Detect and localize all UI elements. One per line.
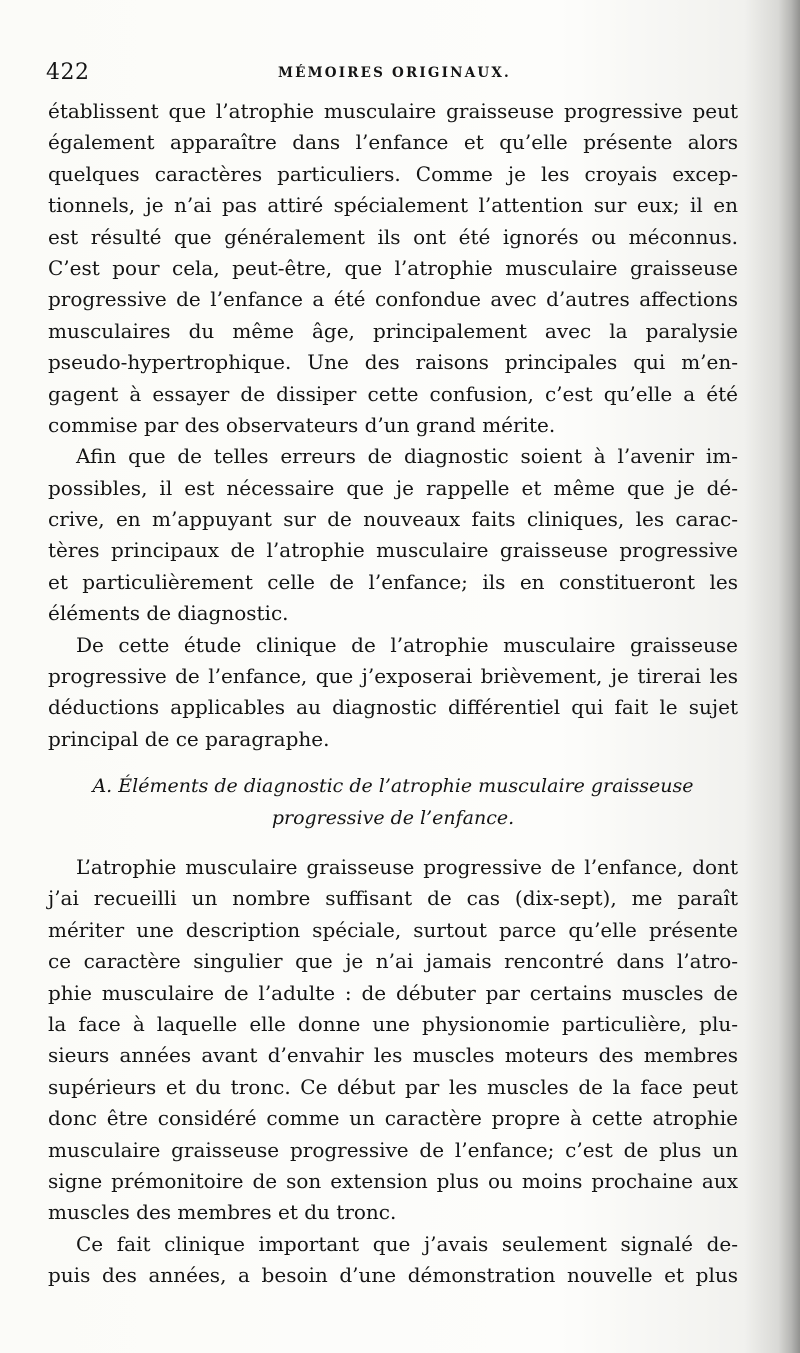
text-line: donc être considéré comme un caractère propre à cette atrophie <box>48 1106 738 1131</box>
text-line: j’ai recueilli un nombre suffisant de cas (dix-sept), me paraît <box>48 886 738 911</box>
text-line: L’atrophie musculaire graisseuse progressive de l’enfance, dont <box>76 855 738 879</box>
text-line: signe prémonitoire de son extension plus ou moins prochaine aux <box>48 1168 738 1193</box>
text-line: muscles des membres et du tronc. <box>48 1200 397 1225</box>
text-line: Ce fait clinique important que j’avais seulement signalé de- <box>76 1231 738 1256</box>
text-line: sieurs années avant d’envahir les muscles moteurs des membres <box>48 1043 738 1068</box>
body-text-top <box>48 96 738 755</box>
text-line: progressive de l’enfance, que j’exposerai brièvement, je tirerai les <box>48 664 738 689</box>
text-line: la face à laquelle elle donne une physionomie particulière, plu- <box>48 1011 738 1036</box>
text-line: ce caractère singulier que je n’ai jamais rencontré dans l’atro- <box>48 949 738 974</box>
text-line: progressive de l’enfance a été confondue avec d’autres affections <box>48 287 738 312</box>
paragraph <box>48 96 738 441</box>
body-text-bottom <box>48 852 738 1291</box>
text-line: C’est pour cela, peut-être, que l’atrophie musculaire graisseuse <box>48 255 738 280</box>
text-line: déductions applicables au diagnostic différentiel qui fait le sujet <box>48 695 738 720</box>
paragraph <box>48 441 738 629</box>
running-title: MÉMOIRES ORIGINAUX. <box>278 65 511 81</box>
paragraph <box>48 852 738 1229</box>
text-line: tères principaux de l’atrophie musculaire graisseuse progressive <box>48 538 738 563</box>
text-line: possibles, il est nécessaire que je rappelle et même que je dé- <box>48 475 738 500</box>
paragraph <box>48 1229 738 1292</box>
text-line: tionnels, je n’ai pas attiré spécialement l’attention sur eux; il en <box>48 193 738 218</box>
text-line: gagent à essayer de dissiper cette confusion, c’est qu’elle a été <box>48 381 738 406</box>
text-line: puis des années, a besoin d’une démonstration nouvelle et plus <box>48 1263 738 1288</box>
text-line: établissent que l’atrophie musculaire graisseuse progressive peut <box>48 99 738 123</box>
paragraph <box>48 630 738 756</box>
text-line: principal de ce paragraphe. <box>48 726 330 751</box>
text-line: Afin que de telles erreurs de diagnostic soient à l’avenir im- <box>76 444 738 469</box>
text-line: commise par des observateurs d’un grand mérite. <box>48 412 556 437</box>
running-head <box>46 60 736 90</box>
text-line: également apparaître dans l’enfance et qu’elle présente alors <box>48 130 738 155</box>
section-heading <box>48 770 738 834</box>
page-number: 422 <box>46 60 90 85</box>
section-heading-line: A. Éléments de diagnostic de l’atrophie musculaire graisseuse <box>92 775 694 797</box>
text-line: mériter une description spéciale, surtout parce qu’elle présente <box>48 917 738 942</box>
text-line: crive, en m’appuyant sur de nouveaux faits cliniques, les carac- <box>48 507 738 532</box>
text-line: et particulièrement celle de l’enfance; ils en constitueront les <box>48 569 738 594</box>
text-line: quelques caractères particuliers. Comme je les croyais excep- <box>48 161 738 186</box>
text-line: phie musculaire de l’adulte : de débuter par certains muscles de <box>48 980 738 1005</box>
section-heading-line: progressive de l’enfance. <box>271 807 515 829</box>
text-line: musculaires du même âge, principalement avec la paralysie <box>48 318 738 343</box>
text-line: De cette étude clinique de l’atrophie musculaire graisseuse <box>76 632 738 657</box>
text-line: est résulté que généralement ils ont été ignorés ou méconnus. <box>48 224 738 249</box>
page-edge-shadow <box>778 0 800 1353</box>
text-line: éléments de diagnostic. <box>48 601 289 626</box>
text-line: musculaire graisseuse progressive de l’enfance; c’est de plus un <box>48 1137 738 1162</box>
text-line: supérieurs et du tronc. Ce début par les muscles de la face peut <box>48 1074 738 1099</box>
text-line: pseudo-hypertrophique. Une des raisons principales qui m’en- <box>48 350 738 375</box>
